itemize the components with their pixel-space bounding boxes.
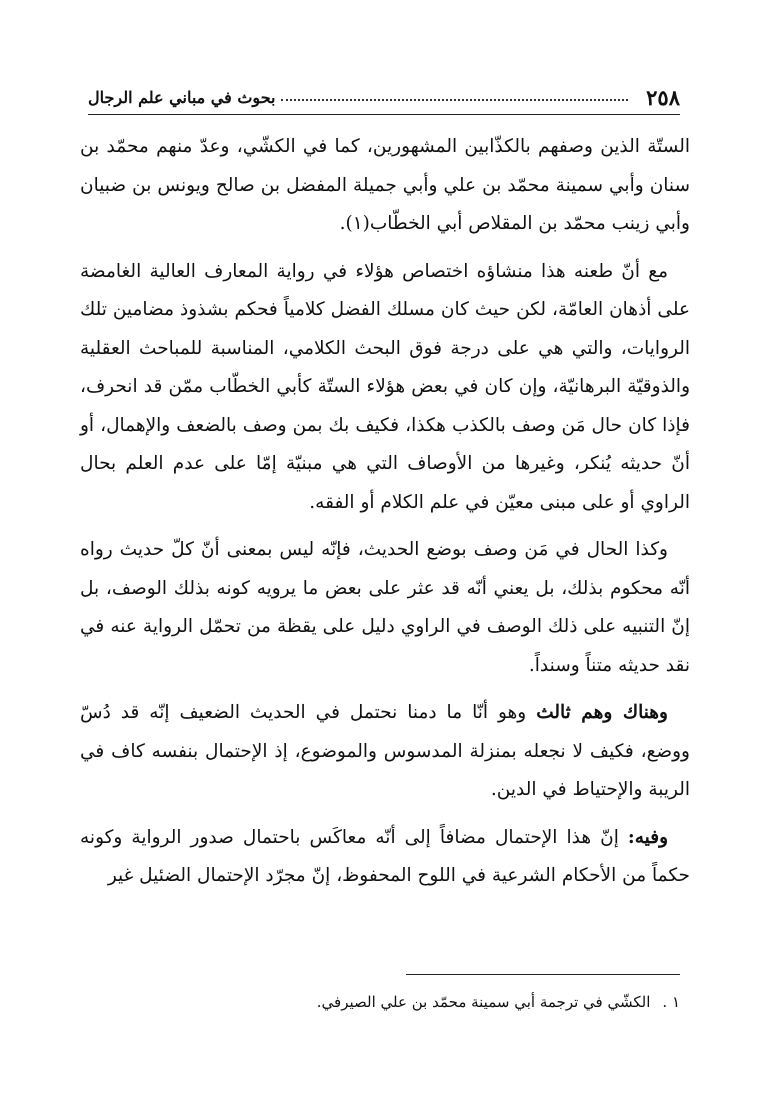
paragraph-5-text: إنّ هذا الإحتمال مضافاً إلى أنّه معاكَس باحتمال صدور الرواية وكونه حكماً من الأحكام الشرعية في اللوح المحفوظ، إنّ مجرّد الإحتمال الضئيل غير <box>80 826 690 886</box>
header-dot-leader <box>281 99 628 101</box>
paragraph-5-lead: وفيه: <box>627 826 668 848</box>
footnote-text: الكشّي في ترجمة أبي سمينة محمّد بن علي الصيرفي. <box>316 993 651 1011</box>
running-header <box>88 80 680 115</box>
paragraph-1 <box>80 128 690 244</box>
paragraph-1-text: الستّة الذين وصفهم بالكذّابين المشهورين، كما في الكشّي، وعدّ منهم محمّد بن سنان وأبي سمينة محمّد بن علي وأبي جميلة المفضل بن صالح ويونس بن ضبيان وأبي زينب محمّد بن المقلاص أبي الخطّاب(١). <box>80 136 690 234</box>
paragraph-5 <box>80 819 690 896</box>
main-text <box>80 128 690 905</box>
footnote-divider <box>406 974 680 975</box>
paragraph-4-text: وهو أنّا ما دمنا نحتمل في الحديث الضعيف إنّه قد دُسّ ووضع، فكيف لا نجعله بمنزلة المدسوس والموضوع، إذ الإحتمال بنفسه كاف في الريبة والإحتياط في الدين. <box>80 702 690 800</box>
page-number: ٢٥٨ <box>646 84 680 110</box>
paragraph-2-text: مع أنّ طعنه هذا منشاؤه اختصاص هؤلاء في رواية المعارف العالية الغامضة على أذهان العامّة، لكن حيث كان مسلك الفضل كلامياً فحكم بشذوذ مضامين تلك الروايات، والتي هي على درجة فوق البحث الكلامي، المناسبة للمباحث العقلية والذوقيّة البرهانيّة، وإن كان في بعض هؤلاء الستّة كأبي الخطّاب ممّن قد انحرف، فإذا كان حال مَن وصف بالكذب هكذا، فكيف بك بمن وصف بالضعف والإهمال، أو أنّ حديثه يُنكر، وغيرها من الأوصاف التي هي مبنيّة إمّا على عدم العلم بحال الراوي أو على مبنى معيّن في علم الكلام أو الفقه. <box>80 260 690 513</box>
paragraph-3 <box>80 531 690 685</box>
paragraph-4-lead: وهناك وهم ثالث <box>536 702 668 723</box>
paragraph-2 <box>80 253 690 523</box>
footnote <box>80 990 680 1014</box>
paragraph-3-text: وكذا الحال في مَن وصف بوضع الحديث، فإنّه ليس بمعنى أنّ كلّ حديث رواه أنّه محكوم بذلك، بل يعني أنّه قد عثر على بعض ما يرويه كونه بذلك الوصف، بل إنّ التنبيه على ذلك الوصف في الراوي دليل على يقظة من تحمّل الرواية عنه في نقد حديثه متناً وسنداً. <box>80 539 690 676</box>
footnote-number: ١ . <box>662 993 680 1011</box>
book-title: بحوث في مباني علم الرجال <box>88 87 276 107</box>
paragraph-4 <box>80 694 690 810</box>
